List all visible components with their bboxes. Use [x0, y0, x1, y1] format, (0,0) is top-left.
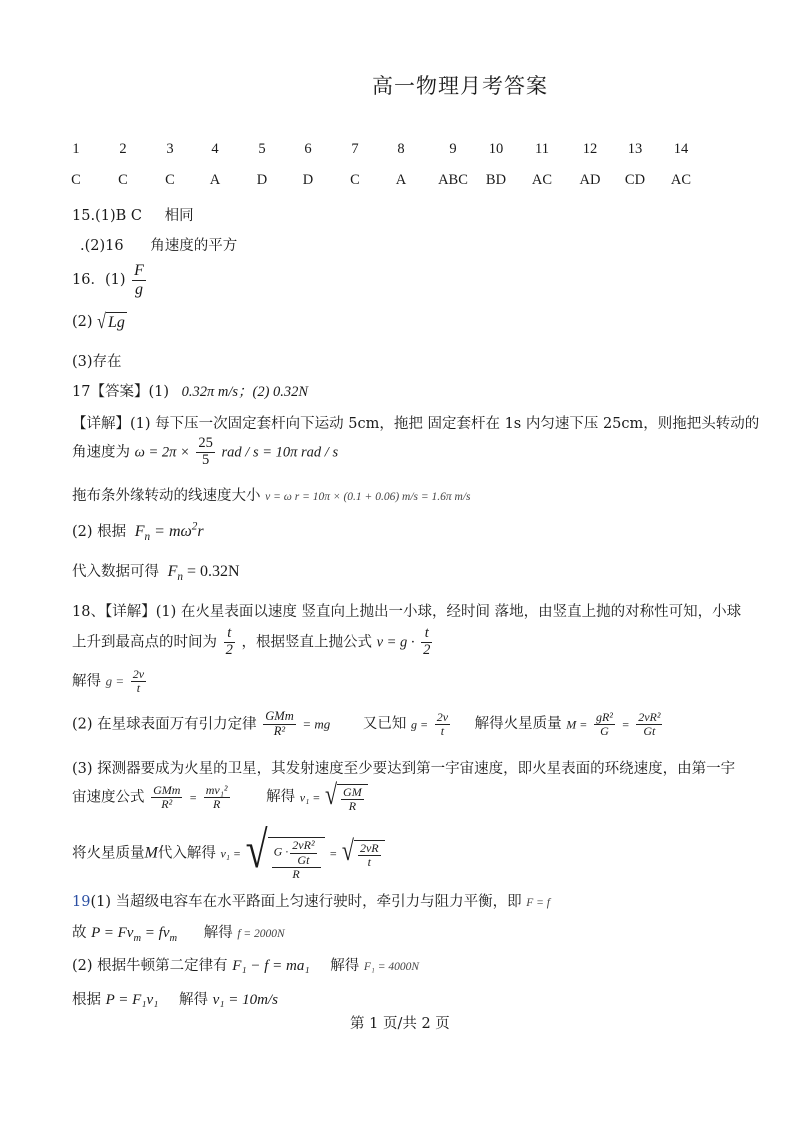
- q18-l6-den: R²: [161, 796, 173, 811]
- q18-l4-M2frac: [636, 711, 662, 738]
- q18-l4-Mnum: gR²: [595, 709, 613, 724]
- answer-choice-12: AD: [579, 172, 601, 188]
- q17-velocity-line: [72, 484, 471, 505]
- q18-l4-gden: t: [440, 723, 445, 738]
- q18-l4-M2num: 2vR²: [638, 709, 661, 724]
- q18-l7-iden: Gt: [297, 852, 310, 867]
- q18-l3-num: 2v: [132, 667, 145, 681]
- q18-l4-Mfrac: [594, 711, 615, 738]
- q18-l4b: 又已知: [362, 716, 407, 733]
- q18-l4-eq: = mg: [302, 716, 331, 732]
- q18-l2-num: t: [224, 626, 235, 643]
- q18-l2-den: 2: [225, 641, 233, 658]
- q16-frac-num: F: [134, 262, 144, 279]
- answer-choice-8: A: [395, 172, 407, 188]
- q18-l7-v: v₁ =: [220, 846, 242, 861]
- q15-line2: [80, 234, 237, 255]
- answer-number-14: 14: [673, 141, 689, 157]
- q19-l4b: 解得: [178, 992, 208, 1008]
- q17-f-lead: (2) 根据: [72, 524, 127, 540]
- q17-res-sub: n: [177, 571, 183, 584]
- q18-l6-den2: R: [212, 796, 221, 811]
- q19-l3-res: F₁ = 4000N: [363, 961, 420, 973]
- q17-header-values: 0.32π m/s；(2) 0.32N: [181, 384, 309, 400]
- q18-line6: [72, 778, 368, 813]
- q19-line3: [72, 954, 419, 975]
- q19-l2-eq: P = Fv: [91, 925, 134, 941]
- q18-l4-M: M =: [566, 717, 588, 732]
- q18-line7: [72, 820, 385, 881]
- q18-l6-frac: [151, 784, 182, 811]
- answer-choice-10: BD: [485, 172, 507, 188]
- q15-line1-label: 15.(1)B C: [72, 208, 142, 224]
- q16-part2-label: (2): [72, 314, 93, 330]
- q18-l7-M: M: [144, 844, 158, 862]
- answer-number-3: 3: [166, 141, 174, 157]
- q16-part1: [72, 262, 148, 298]
- q18-l4-M2den: Gt: [643, 723, 656, 738]
- q18-l4-gfrac: [435, 711, 450, 738]
- q18-l6-sqrt: √ $\frac{GM}{R}$: [325, 782, 368, 813]
- q17-res-lead: 代入数据可得: [72, 564, 159, 580]
- answer-choice-4: A: [209, 172, 221, 188]
- q18-l4-eq2: =: [621, 717, 630, 732]
- q18-l4-Mden: G: [600, 723, 609, 738]
- q19-l2b: 解得: [203, 925, 233, 941]
- q18-l2-eq: v = g ·: [376, 634, 415, 651]
- q17-f-expr: F: [134, 523, 145, 540]
- q18-l6-frac2: [204, 784, 230, 811]
- q18-l7-inum: 2vR²: [292, 838, 315, 853]
- q17-omega-den: 5: [202, 451, 210, 468]
- q16-sqrt-radicand: Lg: [107, 314, 125, 331]
- answer-number-10: 10: [488, 141, 504, 157]
- answer-number-13: 13: [627, 141, 643, 157]
- q15-line2-text: 角速度的平方: [150, 238, 238, 254]
- q18-l3-den: t: [136, 681, 141, 696]
- q19-l4a: 根据: [72, 992, 101, 1008]
- answer-number-9: 9: [449, 141, 457, 157]
- q19-line2: [72, 921, 285, 944]
- q16-part2: [72, 312, 127, 332]
- q17-omega-b: rad / s = 10π rad / s: [221, 444, 339, 461]
- answer-choice-6: D: [302, 172, 314, 188]
- q17-result-line: [72, 560, 240, 583]
- q17-header: [72, 380, 308, 401]
- q17-detail-line1: 【详解】(1) 每下压一次固定套杆向下运动 5cm，拖把 固定套杆在 1s 内匀速下压 25cm，则拖把头转动的: [72, 416, 760, 432]
- answer-choice-2: C: [118, 172, 128, 188]
- q18-l2-num2: t: [421, 626, 432, 643]
- q19-number: 19: [72, 894, 91, 910]
- q17-f-r: r: [197, 523, 204, 540]
- q19-l2-sub2: m: [169, 933, 178, 944]
- q15-line1-text: 相同: [164, 208, 194, 224]
- q16-sqrt: √ Lg: [97, 311, 125, 334]
- q18-l7-rnum: 2vR: [359, 840, 379, 855]
- q18-l4-den: R²: [273, 723, 286, 738]
- q18-l7-sqrt: √ G · $\frac{\text{2vR²}}{Gt}$ R: [246, 826, 325, 881]
- q18-l6-rden: R: [348, 798, 357, 813]
- q18-l3a: 解得: [72, 673, 101, 690]
- q18-line2: [72, 626, 434, 659]
- q19-l1: (1) 当超级电容车在水平路面上匀速行驶时，牵引力与阻力平衡，即: [90, 894, 522, 910]
- answer-number-8: 8: [397, 141, 405, 157]
- q17-f-rhs: = mω: [154, 523, 192, 540]
- q17-omega-frac: [196, 436, 215, 469]
- q18-l6b: 解得: [266, 789, 296, 806]
- q18-l7-rden: t: [367, 854, 371, 869]
- q19-l2a: 故: [72, 925, 87, 941]
- q19-l2-sub: m: [133, 933, 142, 944]
- answer-number-2: 2: [119, 141, 127, 157]
- q18-l4-g: g =: [410, 717, 429, 732]
- q17-force-line: [72, 520, 204, 543]
- q18-l2-frac: [224, 626, 235, 659]
- q16-part3: (3)存在: [72, 354, 122, 370]
- q18-l4c: 解得火星质量: [474, 716, 562, 733]
- q18-l4a: (2) 在星球表面万有引力定律: [72, 716, 257, 733]
- q18-l2-frac2: [421, 626, 432, 659]
- q17-res-expr: F: [167, 563, 178, 580]
- q16-part1-label: 16．(1): [72, 272, 126, 289]
- q17-f-sup: 2: [191, 520, 198, 533]
- answer-number-5: 5: [258, 141, 266, 157]
- q19-line4: [72, 988, 278, 1009]
- answer-number-11: 11: [535, 141, 549, 157]
- q18-l6-num2: mv₁²: [205, 782, 228, 797]
- q17-f-sub: n: [144, 531, 151, 544]
- q18-l6-rnum: GM: [343, 784, 362, 799]
- q17-omega-lead: 角速度为: [72, 444, 130, 461]
- q18-line1: 18、【详解】(1) 在火星表面以速度 竖直向上抛出一小球，经时间 落地，由竖直上抛的对称性可知，小球: [72, 604, 742, 620]
- q18-l7b: 代入解得: [157, 845, 216, 862]
- q18-l6-v: v₁ =: [299, 790, 321, 805]
- q15-line2-label: .(2)16: [80, 238, 124, 254]
- q18-l7-G: G ·: [273, 844, 289, 859]
- q19-line1: [72, 890, 550, 911]
- q18-l4-gnum: 2v: [436, 709, 449, 724]
- q19-l4-eq: P = F₁v₁: [105, 992, 159, 1008]
- page-footer: 第 1 页/共 2 页: [350, 1016, 450, 1032]
- q18-l7-sqrt2: √ $\frac{2vR}{t}$: [342, 838, 385, 869]
- q18-line5: (3) 探测器要成为火星的卫星，其发射速度至少要达到第一宇宙速度，即火星表面的环绕速度，由第一宇: [72, 761, 736, 777]
- q18-l2a: 上升到最高点的时间为: [72, 634, 217, 651]
- answer-number-4: 4: [211, 141, 219, 157]
- q15-line1: [72, 204, 194, 225]
- answer-choice-11: AC: [531, 172, 553, 188]
- answer-choice-5: D: [256, 172, 268, 188]
- answer-number-7: 7: [351, 141, 359, 157]
- answer-choice-14: AC: [670, 172, 692, 188]
- q17-v-lead: 拖布条外缘转动的线速度大小: [72, 488, 261, 504]
- q18-l2b: ，根据竖直上抛公式: [241, 634, 372, 651]
- q19-l2-res: f = 2000N: [237, 928, 285, 940]
- q18-l3-frac: [131, 668, 146, 695]
- q17-header-prefix: 17【答案】(1): [72, 384, 169, 400]
- answer-choice-3: C: [165, 172, 175, 188]
- answer-choice-1: C: [71, 172, 81, 188]
- q18-line3: [72, 668, 148, 695]
- q18-l3-eq: g =: [105, 673, 125, 689]
- q18-l6-num: GMm: [153, 782, 181, 797]
- q17-omega-line: [72, 436, 338, 469]
- q18-l2-den2: 2: [423, 641, 431, 658]
- page-title: 高一物理月考答案: [372, 74, 548, 98]
- q19-l3-eq: F₁ − f = ma₁: [232, 958, 310, 974]
- q17-res-rhs: = 0.32N: [186, 563, 240, 580]
- q19-l1-eq: F = f: [526, 897, 550, 909]
- q16-frac-den: g: [135, 280, 143, 298]
- q19-l3a: (2) 根据牛顿第二定律有: [72, 958, 228, 974]
- q19-l2-eq2: = fv: [144, 925, 170, 941]
- q18-l6-eq: =: [189, 790, 198, 805]
- q18-l7-eq: =: [329, 846, 338, 861]
- answer-number-1: 1: [72, 141, 80, 157]
- answer-choice-9: ABC: [438, 172, 468, 188]
- answer-choice-13: CD: [624, 172, 646, 188]
- q18-l7-oden: R: [292, 866, 300, 881]
- q18-l7a: 将火星质量: [72, 845, 145, 862]
- q18-line4: [72, 710, 664, 739]
- q18-l4-frac: [263, 710, 295, 739]
- q17-omega-a: ω = 2π ×: [134, 444, 190, 461]
- q19-l4-res: v₁ = 10m/s: [212, 992, 278, 1008]
- answer-choice-7: C: [350, 172, 360, 188]
- answer-number-12: 12: [582, 141, 598, 157]
- q17-v-expr: v = ω r = 10π × (0.1 + 0.06) m/s = 1.6π m/s: [265, 491, 471, 503]
- q17-omega-num: 25: [198, 435, 213, 451]
- q18-l4-num: GMm: [265, 709, 294, 723]
- q18-l6a: 宙速度公式: [72, 789, 145, 806]
- answer-number-6: 6: [304, 141, 312, 157]
- q19-l3b: 解得: [330, 958, 360, 974]
- q16-fraction: [132, 262, 146, 298]
